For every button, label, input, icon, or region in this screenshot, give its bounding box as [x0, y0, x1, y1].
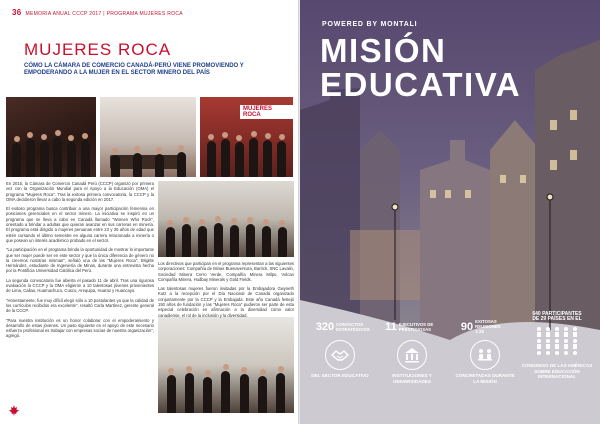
section-title — [320, 34, 521, 102]
stat-label: EXITOSAS REUNIONES 1:28 — [475, 319, 501, 335]
mujeres-roca-sign: MUJERES ROCA — [240, 105, 293, 119]
meeting-photo — [100, 97, 196, 177]
stat-label: EJECUTIVOS DE PRESTIGIOSAS — [398, 321, 434, 332]
stat-number: 90 — [460, 320, 474, 333]
stat-caption: CONCRETADAS DURANTE LA MISIÓN — [455, 373, 515, 384]
stat-number: 640 PARTICIPANTES — [532, 311, 582, 317]
paragraph: La segunda convocatoria fue abierta el pasado 11 de abril. Tras una rigurosa evaluación la CCCP y la OMA eligieron a 10 talentosas jóvenes provenientes de Lima, Callao, Huamachuco, Cusco, Arequipa, Huaraz y Huancayo. — [6, 277, 154, 294]
paragraph: "Honestamente, fue muy difícil elegir sólo a 10 postulantes ya que la calidad de los currículos recibidos era excelente", resaltó Carla Martínez, gerente general de la CCCP. — [6, 297, 154, 314]
stat-number: 11 — [385, 320, 397, 333]
stat-label: DE 29 PAÍSES EN EL — [532, 316, 582, 322]
running-head — [12, 8, 183, 17]
paragraph: En 2015, la Cámara de Comercio Canadá Perú (CCCP) organizó por primera vez con la Organización Mundial para el Apoyo a la Educación (OMA) el programa "Mujeres Roca". Tras la exitosa primera convocatoria, la CCCP y la OMA decidieron llevar a cabo la segunda edición en 2017. — [6, 181, 154, 202]
body-column-2 — [158, 261, 294, 322]
maple-leaf-icon — [8, 404, 20, 416]
paragraph: Las talentosas mujeres fueron invitadas por la Embajadora Gwyneth Kutz a la recepción por el Día Nacional de Canadá organizado conjuntamente por la CCCP y la Embajada. Este año Canadá festejó 150 años de fundación y las "Mujeres Roca" pudieron ser parte de esta especial celebración en afirmación a la diversidad como valor canadiense, el rol de la inclusión y la diversidad. — [158, 286, 294, 318]
paragraph: Los directivos que participan en el programa representan a las siguientes corporaciones: Compañía de Minas Buenaventura, Barrick, SNC Lavalin, Sociedad Minera Cerro Verde, Compañía Minera Milpo, Volcan Compañía Minera, Hudbay Minerals y Gold Fields. — [158, 261, 294, 282]
stats-panel — [300, 312, 600, 424]
group-photo-4 — [158, 317, 294, 413]
stat-executives — [376, 318, 448, 384]
stat-number: 320 — [315, 320, 335, 333]
group-photo-3 — [158, 181, 294, 257]
stat-label: CONTACTOS ESTRATÉGICOS — [336, 321, 370, 332]
running-head-text: MEMORIA ANUAL CCCP 2017 | PROGRAMA MUJERES ROCA — [25, 11, 183, 17]
title-line-2: EDUCATIVA — [320, 66, 522, 103]
handshake-icon — [325, 340, 355, 370]
stat-contacts — [308, 318, 372, 379]
powered-by-label: POWERED BY MONTALI — [322, 21, 418, 28]
body-column-1 — [6, 181, 154, 343]
stat-caption: DEL SECTOR EDUCATIVO — [311, 373, 369, 378]
meeting-icon — [470, 340, 500, 370]
university-icon — [397, 340, 427, 370]
article-subtitle: CÓMO LA CÁMARA DE COMERCIO CANADÁ-PERÚ VIENE PROMOVIENDO Y EMPODERANDO A LA MUJER EN EL SECTOR MINERO DEL PAÍS — [24, 63, 244, 76]
group-photo-2 — [200, 97, 293, 177]
people-grid-icon — [534, 325, 580, 361]
stat-participants — [518, 312, 596, 380]
stat-meetings — [452, 318, 518, 384]
paragraph: "Para nuestra institución es un honor colaborar con el empoderamiento y desarrollo de estas jóvenes. Un paso siguiente en el apoyo de este necesario esfuerzo profesional es trabajar con empresas socias de nuestra organización", agregó. — [6, 317, 154, 339]
page-number: 36 — [12, 8, 22, 17]
paragraph: "La participación en el programa brinda la oportunidad de mostrar lo importante que ser mujer puede ser en este sector y que la única diferencia de género no la creemos nosotras mismas", señaló una de las "Mujeres Roca", Brigitte Hernández, estudiante de Ingeniería de Minas, durante una entrevista hecha por la Pontificia Universidad Católica del Perú. — [6, 247, 154, 274]
stat-caption: INSTITUCIONES Y UNIVERSIDADES — [392, 373, 432, 384]
paragraph: El exitoso programa busca contribuir a una mayor participación femenina en posiciones gerenciales en el sector minero. La iniciativa se inspiró en un programa que se lleva a cabo en Canadá llamado "Women Who Rock", orientado a brindar a adultas que quieran avanzar en sus carreras en minería. El programa está dirigido a mujeres peruanas entre 23 y 35 años de edad que estén cursando el último semestre en alguna carrera relacionada a minería o que posean un interés académico probado en el sector. — [6, 206, 154, 243]
article-title: MUJERES ROCA — [24, 40, 172, 59]
group-photo-1 — [6, 97, 96, 177]
title-line-1: MISIÓN — [320, 32, 447, 69]
stat-caption: CONGRESO DE LAS AMÉRICAS SOBRE EDUCACIÓN INTERNACIONAL — [521, 363, 593, 379]
